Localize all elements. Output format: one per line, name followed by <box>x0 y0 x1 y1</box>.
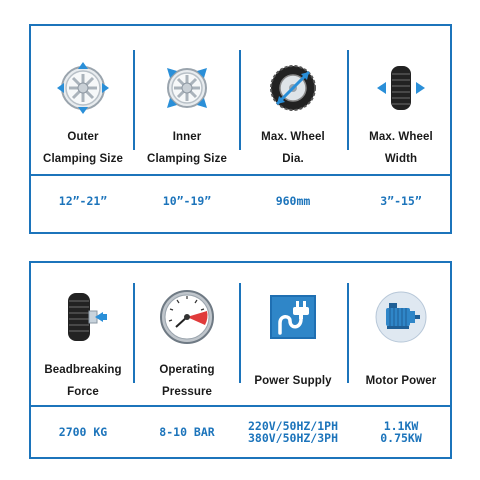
spec-max-wheel-dia <box>241 26 345 232</box>
machine-specs-panel <box>29 261 452 459</box>
spec-value: 960mm <box>275 194 311 208</box>
spec-label: Max. Wheel Width <box>369 131 433 165</box>
spec-value: 1.1KW 0.75KW <box>380 419 422 445</box>
bead-breaker-icon <box>55 289 111 345</box>
spec-label: Power Supply <box>254 375 332 387</box>
spec-outer-clamping <box>31 26 135 232</box>
pressure-gauge-icon <box>157 287 217 347</box>
spec-label: Outer Clamping Size <box>43 131 123 165</box>
wheel-specs-panel <box>29 24 452 234</box>
electric-motor-icon <box>375 291 427 343</box>
power-plug-icon <box>268 293 318 341</box>
tire-width-icon <box>373 60 429 116</box>
spec-beadbreaking-force <box>31 263 135 457</box>
spec-label: Inner Clamping Size <box>147 131 227 165</box>
spec-label: Operating Pressure <box>159 364 215 398</box>
spec-value: 220V/50HZ/1PH 380V/50HZ/3PH <box>247 419 338 445</box>
spec-label: Max. Wheel Dia. <box>261 131 325 165</box>
spec-value: 10”-19” <box>162 194 212 208</box>
spec-value: 8-10 BAR <box>159 425 215 439</box>
inner-clamp-wheel-icon <box>159 60 215 116</box>
spec-max-wheel-width <box>349 26 453 232</box>
spec-label: Motor Power <box>365 375 437 387</box>
spec-value: 3”-15” <box>380 194 422 208</box>
outer-clamp-wheel-icon <box>55 60 111 116</box>
tire-diameter-icon <box>265 60 321 116</box>
spec-inner-clamping <box>135 26 239 232</box>
spec-power-supply <box>241 263 345 457</box>
spec-label: Beadbreaking Force <box>44 364 122 398</box>
spec-value: 12”-21” <box>58 194 108 208</box>
spec-value: 2700 KG <box>58 425 108 439</box>
spec-motor-power <box>349 263 453 457</box>
spec-operating-pressure <box>135 263 239 457</box>
